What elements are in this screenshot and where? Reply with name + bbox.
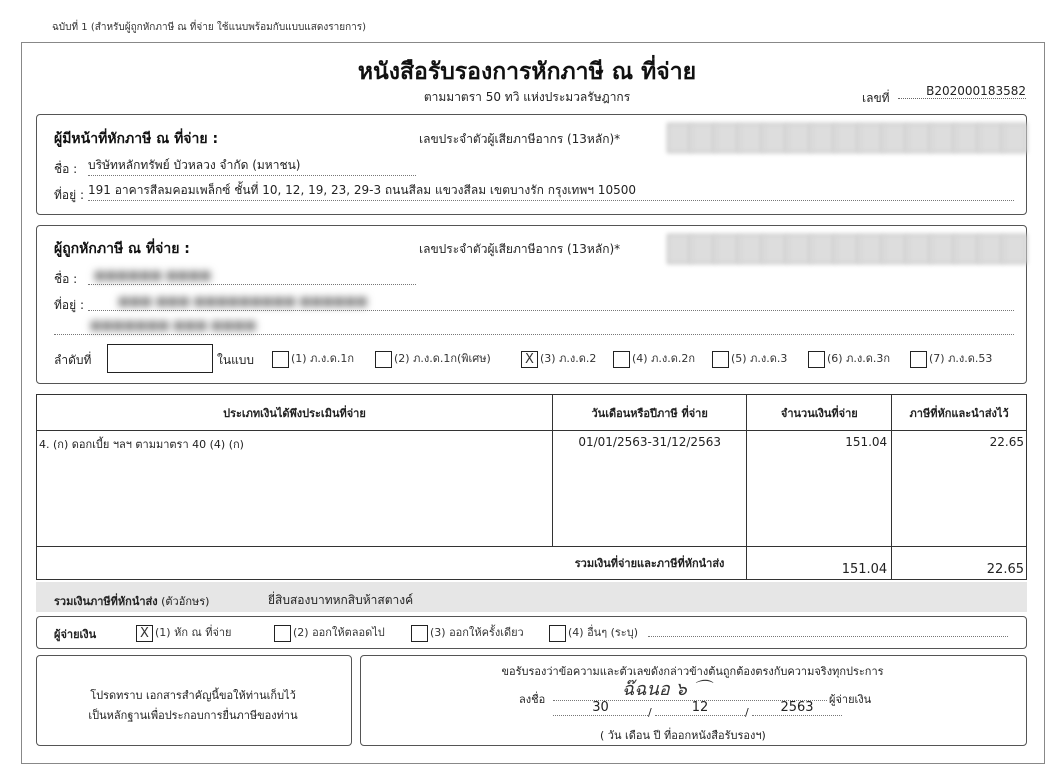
payer-type-option-label: (3) ออกให้ครั้งเดียว (430, 626, 524, 639)
form-option[interactable] (375, 349, 491, 368)
payer-name-label: ชื่อ : (54, 162, 78, 176)
form-option[interactable] (712, 349, 787, 368)
doc-no: B202000183582 (898, 84, 1026, 99)
payee-heading: ผู้ถูกหักภาษี ณ ที่จ่าย : (54, 241, 190, 257)
col-amount: จำนวนเงินที่จ่าย (747, 395, 892, 431)
total-label: รวมเงินที่จ่ายและภาษีที่หักนำส่ง (37, 547, 747, 580)
page-subtitle: ตามมาตรา 50 ทวิ แห่งประมวลรัษฎากร (423, 90, 631, 104)
date-hint: ( วัน เดือน ปี ที่ออกหนังสือรับรองฯ) (600, 729, 766, 742)
form-checkbox[interactable] (272, 351, 289, 368)
notice-line-2: เป็นหลักฐานเพื่อประกอบการยื่นภาษีของท่าน (88, 709, 298, 722)
payer-address-label: ที่อยู่ : (54, 188, 85, 202)
form-option-label: (1) ภ.ง.ด.1ก (291, 352, 354, 365)
form-option-label: (5) ภ.ง.ด.3 (731, 352, 788, 365)
payer-heading: ผู้มีหน้าที่หักภาษี ณ ที่จ่าย : (54, 131, 219, 147)
date-sep-2: / (745, 706, 749, 719)
total-words-label: รวมเงินภาษีที่หักนำส่ง (54, 595, 158, 608)
form-option[interactable] (808, 349, 890, 368)
signature: ฉ๊ฉนอ ๖ ⌒ (622, 679, 711, 700)
payer-taxid-boxes (667, 123, 1027, 153)
notice-line-1: โปรดทราบ เอกสารสำคัญนี้ขอให้ท่านเก็บไว้ (90, 689, 296, 702)
payer-type-option[interactable] (411, 623, 524, 642)
total-words-label-wrap (54, 592, 209, 610)
date-year: 2563 (752, 700, 842, 716)
form-label: ในแบบ (217, 353, 255, 367)
form-option[interactable] (272, 349, 354, 368)
payee-address-label: ที่อยู่ : (54, 298, 85, 312)
seq-label: ลำดับที่ (54, 353, 92, 367)
payer-type-option[interactable] (136, 623, 232, 642)
seq-input[interactable] (107, 344, 213, 373)
row-amount: 151.04 (747, 431, 892, 547)
form-option-label: (3) ภ.ง.ด.2 (540, 352, 597, 365)
form-option-label: (2) ภ.ง.ด.1ก(พิเศษ) (394, 352, 491, 365)
copy-note: ฉบับที่ 1 (สำหรับผู้ถูกหักภาษี ณ ที่จ่าย ใช้แนบพร้อมกับแบบแสดงรายการ) (52, 22, 367, 33)
form-option[interactable] (521, 349, 596, 368)
signer-role: ผู้จ่ายเงิน (829, 693, 872, 706)
col-tax: ภาษีที่หักและนำส่งไว้ (892, 395, 1027, 431)
payee-address-redacted: ■■■ ■■■ ■■■■■■■■■ ■■■■■■ (88, 290, 1014, 311)
payee-name-label: ชื่อ : (54, 272, 78, 286)
total-words-hint: (ตัวอักษร) (161, 595, 210, 608)
row-period: 01/01/2563-31/12/2563 (552, 431, 747, 547)
payee-name-redacted: ■■■■■■ ■■■■ (88, 264, 416, 285)
date-month: 12 (655, 700, 745, 716)
payer-type-option[interactable] (274, 623, 385, 642)
form-options (272, 349, 1022, 369)
row-tax: 22.65 (892, 431, 1027, 547)
col-period: วันเดือนหรือปีภาษี ที่จ่าย (552, 395, 747, 431)
payer-address: 191 อาคารสีลมคอมเพล็กซ์ ชั้นที่ 10, 12, 19, 23, 29-3 ถนนสีลม แขวงสีลม เขตบางรัก กรุงเทพฯ 10500 (88, 181, 1014, 201)
total-words: ยี่สิบสองบาทหกสิบห้าสตางค์ (268, 593, 414, 607)
payer-type-option-label: (2) ออกให้ตลอดไป (293, 626, 385, 639)
form-option[interactable] (910, 349, 992, 368)
form-checkbox[interactable] (613, 351, 630, 368)
col-income-type: ประเภทเงินได้พึงประเมินที่จ่าย (37, 395, 553, 431)
payer-type-checkbox[interactable] (549, 625, 566, 642)
form-checkbox[interactable] (808, 351, 825, 368)
doc-no-label: เลขที่ (862, 91, 890, 105)
payer-taxid-label: เลขประจำตัวผู้เสียภาษีอากร (13หลัก)* (419, 132, 621, 146)
form-checkbox[interactable] (375, 351, 392, 368)
payer-name: บริษัทหลักทรัพย์ บัวหลวง จำกัด (มหาชน) (88, 156, 416, 176)
sign-label: ลงชื่อ (519, 693, 546, 706)
payer-type-option[interactable] (549, 623, 638, 642)
income-table (36, 394, 1027, 580)
row-income-type: 4. (ก) ดอกเบี้ย ฯลฯ ตามมาตรา 40 (4) (ก) (37, 431, 553, 547)
form-option[interactable] (613, 349, 695, 368)
total-tax: 22.65 (892, 547, 1027, 580)
page-title: หนังสือรับรองการหักภาษี ณ ที่จ่าย (357, 59, 697, 85)
date-sep-1: / (648, 706, 652, 719)
total-amount: 151.04 (747, 547, 892, 580)
form-option-label: (6) ภ.ง.ด.3ก (827, 352, 890, 365)
payer-type-option-label: (1) หัก ณ ที่จ่าย (155, 626, 232, 639)
payee-address-redacted-2: ■■■■■■■ ■■■ ■■■■ (54, 314, 1014, 335)
table-row (37, 431, 1027, 547)
payer-type-checkbox[interactable]: X (136, 625, 153, 642)
payee-taxid-boxes (667, 234, 1027, 264)
payee-taxid-label: เลขประจำตัวผู้เสียภาษีอากร (13หลัก)* (419, 242, 621, 256)
total-row (37, 547, 1027, 580)
payer-type-label: ผู้จ่ายเงิน (54, 628, 97, 641)
form-option-label: (4) ภ.ง.ด.2ก (632, 352, 695, 365)
payer-other-line (648, 624, 1008, 637)
payer-type-option-label: (4) อื่นๆ (ระบุ) (568, 626, 638, 639)
payer-type-checkbox[interactable] (274, 625, 291, 642)
date-day: 30 (553, 700, 648, 716)
form-checkbox[interactable] (712, 351, 729, 368)
form-checkbox[interactable] (910, 351, 927, 368)
form-checkbox[interactable]: X (521, 351, 538, 368)
form-option-label: (7) ภ.ง.ด.53 (929, 352, 993, 365)
payer-type-checkbox[interactable] (411, 625, 428, 642)
certify-text: ขอรับรองว่าข้อความและตัวเลขดังกล่าวข้างต้นถูกต้องตรงกับความจริงทุกประการ (501, 665, 884, 678)
